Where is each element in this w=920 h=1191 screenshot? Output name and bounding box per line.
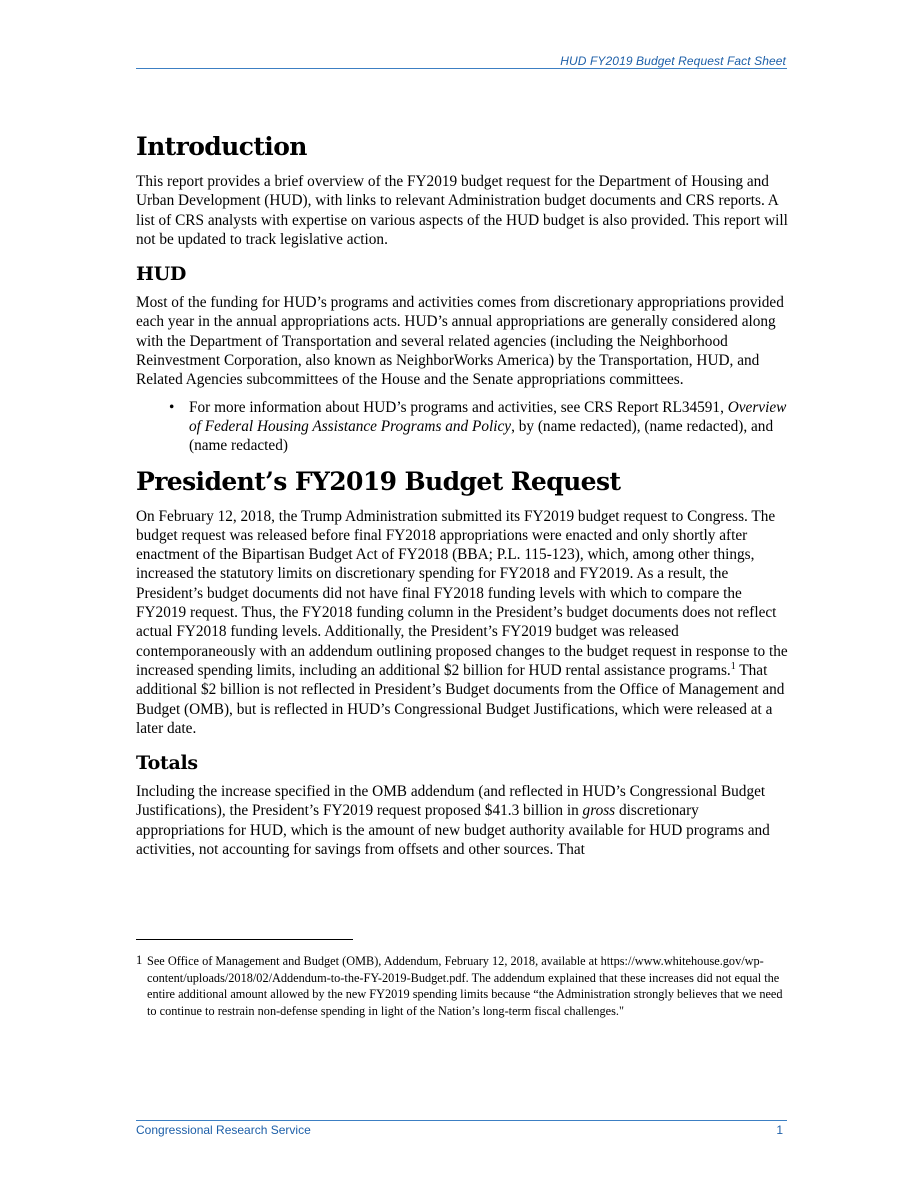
- report-title: Overview of Federal Housing Assistance Programs and Policy: [189, 398, 787, 435]
- request-paragraph: [136, 507, 788, 739]
- request-text-after: That additional $2 billion is not reflected in President’s Budget documents from the Office of Management and Budget (OMB), but is reflected in HUD’s Congressional Budget Justifications, which were released at a later date.: [136, 661, 785, 737]
- subsection-heading-totals: Totals: [136, 752, 198, 775]
- section-heading-budget-request: President’s FY2019 Budget Request: [136, 466, 621, 496]
- footnote: [136, 953, 788, 1019]
- bullet-icon: •: [169, 398, 175, 416]
- totals-emphasis: gross: [582, 802, 616, 820]
- list-item: [136, 398, 788, 456]
- totals-text-after: discretionary appropriations for HUD, which is the amount of new budget authority available for HUD programs and activities, not accounting for savings from offsets and other sources. That: [136, 802, 770, 859]
- body-content: [136, 130, 788, 859]
- bullet-text-after: , by (name redacted), (name redacted), and (name redacted): [189, 417, 774, 455]
- bullet-text-before: For more information about HUD’s programs and activities, see CRS Report RL34591,: [189, 398, 728, 416]
- intro-paragraph: This report provides a brief overview of the FY2019 budget request for the Department of Housing and Urban Development (HUD), with links to relevant Administration budget documents and CRS reports. A list of CRS analysts with expertise on various aspects of the HUD budget is also provided. This report will not be updated to track legislative action.: [136, 173, 788, 248]
- totals-text-before: Including the increase specified in the OMB addendum (and reflected in HUD’s Congressional Budget Justifications), the President’s FY2019 request proposed $41.3 billion in: [136, 783, 766, 820]
- request-text-before: On February 12, 2018, the Trump Administration submitted its FY2019 budget request to Congress. The budget request was released before final FY2018 appropriations were enacted and only shortly after enactment of the Bipartisan Budget Act of FY2018 (BBA; P.L. 115-123), which, among other things, increased the statutory limits on discretionary spending for FY2018 and FY2019. As a result, the President’s budget documents did not have final FY2018 funding levels with which to compare the FY2019 request. Thus, the FY2018 funding column in the President’s budget documents does not reflect actual FY2018 funding levels. Additionally, the President’s FY2019 budget was released contemporaneously with an addendum outlining proposed changes to the budget request in response to the increased spending limits, including an additional $2 billion for HUD rental assistance programs.: [136, 507, 788, 679]
- running-header: HUD FY2019 Budget Request Fact Sheet: [560, 54, 786, 68]
- page-number: 1: [776, 1123, 783, 1137]
- hud-bullet-list: [136, 398, 788, 456]
- subsection-heading-hud: HUD: [136, 263, 187, 286]
- footnote-text: See Office of Management and Budget (OMB), Addendum, February 12, 2018, available at https://www.whitehouse.gov/wp-content/uploads/2018/02/Addendum-to-the-FY-2019-Budget.pdf. The addendum explained that these increases did not equal the entire additional amount allowed by the new FY2019 spending limits because “the Administration strongly believes that we need to continue to restrain non-defense spending in light of the Nation’s long-term fiscal challenges.": [147, 954, 783, 1018]
- totals-paragraph: [136, 782, 788, 859]
- footer-rule: [136, 1120, 787, 1121]
- section-heading-introduction: Introduction: [136, 132, 307, 161]
- footnote-number: 1: [136, 953, 143, 967]
- footer-organization: Congressional Research Service: [136, 1123, 311, 1137]
- footnote-reference[interactable]: 1: [730, 660, 736, 672]
- header-rule: [136, 68, 787, 69]
- hud-paragraph: Most of the funding for HUD’s programs and activities comes from discretionary appropriations provided each year in the annual appropriations acts. HUD’s annual appropriations are generally considered along with the Department of Transportation and several related agencies (including the Neighborhood Reinvestment Corporation, also known as NeighborWorks America) by the Transportation, HUD, and Related Agencies subcommittees of the House and the Senate appropriations committees.: [136, 294, 784, 389]
- footnote-rule: [136, 939, 353, 940]
